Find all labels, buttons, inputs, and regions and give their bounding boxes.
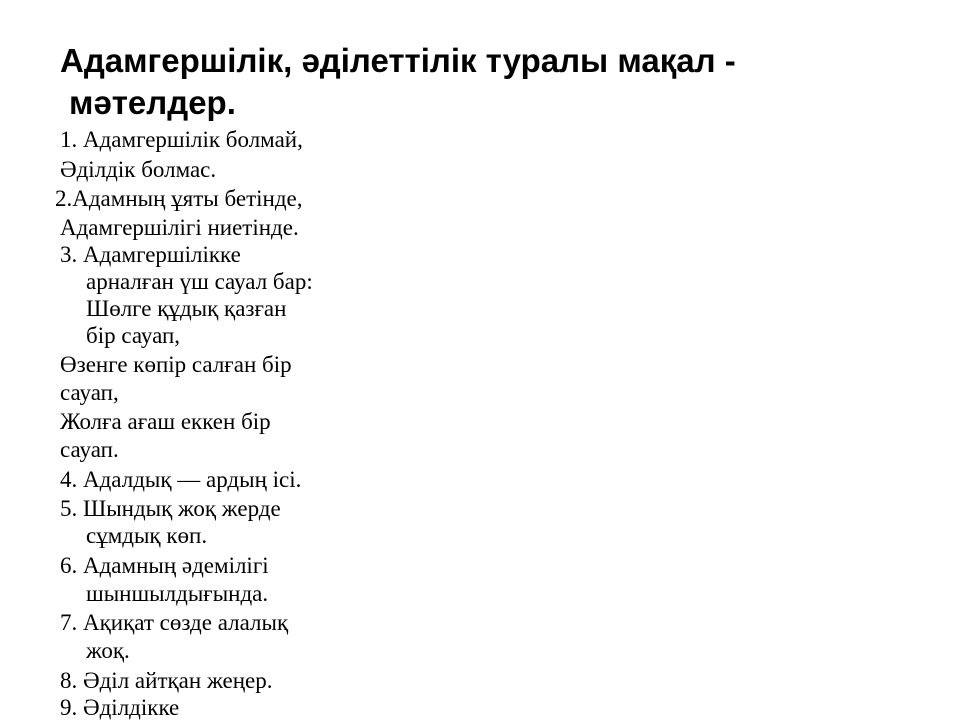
slide-title [60,40,920,124]
proverb-9-line-1: 9. Әділдікке [60,695,180,720]
proverb-3-line-5: Өзенге көпір салған бір [60,352,292,377]
proverb-3-line-2: арналған үш сауал бар: [86,269,313,294]
proverb-1-line-2: Әділдік болмас. [60,157,217,182]
proverb-3-line-8: сауап. [60,437,119,462]
proverb-2-line-1: 2.Адамның ұяты бетінде, [55,186,303,211]
proverb-6-line-2: шыншылдығында. [86,581,269,606]
proverb-5-line-1: 5. Шындық жоқ жерде [60,496,281,521]
proverb-3-line-6: сауап, [60,380,119,405]
proverb-3-line-3: Шөлге құдық қазған [86,296,287,321]
proverb-2-line-2: Адамгершілігі ниетінде. [60,215,299,240]
proverb-4: 4. Адалдық — ардың ісі. [60,467,302,492]
proverb-7-line-2: жоқ. [86,638,130,663]
proverb-3-line-4: бір сауап, [86,323,181,348]
proverb-5-line-2: сұмдық көп. [86,523,208,548]
proverb-3-line-7: Жолға ағаш еккен бір [60,409,271,434]
title-line-2: мәтелдер. [69,84,236,121]
proverb-3-line-1: 3. Адамгершілікке [60,242,241,267]
title-line-1: Адамгершілік, әділеттілік туралы мақал - [60,42,736,79]
proverb-8: 8. Әділ айтқан жеңер. [60,668,273,693]
proverb-6-line-1: 6. Адамның әдемілігі [60,553,269,578]
proverb-7-line-1: 7. Ақиқат сөзде алалық [60,610,289,635]
proverb-1-line-1: 1. Адамгершілік болмай, [60,127,303,152]
